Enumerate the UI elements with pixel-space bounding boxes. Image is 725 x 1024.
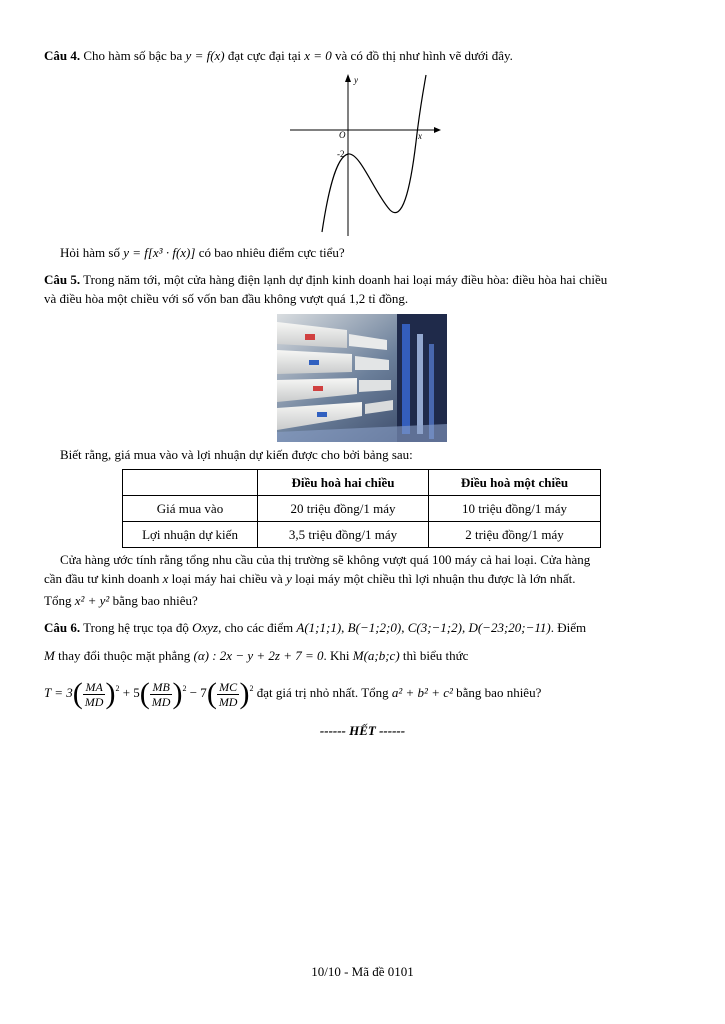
frac-den: MD <box>84 694 104 709</box>
table-header-cell: Điều hoà hai chiều <box>258 470 429 496</box>
cubic-function-graph <box>284 72 444 238</box>
q6-point-d: D(−23;20;−11) <box>468 620 551 635</box>
q6-M-coord: M(a;b;c) <box>352 648 400 663</box>
q5-capital: 1,2 <box>348 291 366 306</box>
end-marker: ------ HẾT ------ <box>319 723 406 738</box>
y-axis-arrow-icon <box>345 74 351 82</box>
q6-line3: đạt giá trị nhỏ nhất. Tổng <box>256 685 389 700</box>
left-paren: ( <box>206 677 217 711</box>
left-paren: ( <box>72 677 83 711</box>
q5-line2 <box>44 291 408 307</box>
q6-line1-a: Trong hệ trục tọa độ <box>83 620 189 635</box>
q6-line2 <box>44 648 468 664</box>
q5-para2-a: cần đầu tư kinh doanh <box>44 571 160 586</box>
q4-text-c: và có đồ thị như hình vẽ dưới đây. <box>335 48 513 63</box>
q6-point-a: A(1;1;1) <box>296 620 342 635</box>
q4-line1 <box>44 48 513 64</box>
x-axis-label: x <box>418 131 422 141</box>
table-cell: Lợi nhuận dự kiến <box>123 522 258 548</box>
table-header-row <box>123 470 601 496</box>
q5-para3-a: Tổng <box>44 593 72 608</box>
q6-T: T = 3 <box>44 685 73 700</box>
table-cell: 10 triệu đồng/1 máy <box>429 496 601 522</box>
exponent: 2 <box>249 684 254 693</box>
q4-text-a: Cho hàm số bậc ba <box>83 48 183 63</box>
q6-expression <box>44 673 541 713</box>
exponent: 2 <box>115 684 120 693</box>
q5-para1 <box>60 552 590 568</box>
fraction-mc-md <box>217 680 240 709</box>
q6-minus7: − 7 <box>189 685 207 700</box>
q5-table-intro: Biết rằng, giá mua vào và lợi nhuận dự kiến được cho bởi bảng sau: <box>60 447 413 462</box>
q5-para3 <box>44 593 198 609</box>
q6-line1-c: . Điểm <box>550 620 587 635</box>
page-footer: 10/10 - Mã đề 0101 <box>311 964 414 979</box>
left-paren: ( <box>139 677 150 711</box>
q6-label: Câu 6. <box>44 620 81 635</box>
q6-line1: Câu 6. Trong hệ trục tọa độ Oxyz, cho các điểm A(1;1;1), B(−1;2;0), C(3;−1;2), D(−23;20;−11). Điểm <box>44 620 587 635</box>
q5-para2 <box>44 571 576 587</box>
q4-text-b: đạt cực đại tại <box>227 48 301 63</box>
q5-label: Câu 5. <box>44 272 81 287</box>
table-cell: 3,5 triệu đồng/1 máy <box>258 522 429 548</box>
q5-demand: 100 <box>431 552 452 567</box>
q5-sum-expr: x² + y² <box>74 593 110 608</box>
table-cell: 2 triệu đồng/1 máy <box>429 522 601 548</box>
price-profit-table <box>122 469 601 548</box>
fraction-ma-md <box>83 680 106 709</box>
q6-line2-c: thì biểu thức <box>402 648 469 663</box>
q5-line2-b: tỉ đồng. <box>368 291 409 306</box>
frac-num: MA <box>83 680 106 695</box>
q5-line1-text: Trong năm tới, một cửa hàng điện lạnh dự định kinh doanh hai loại máy điều hòa: điều hòa hai chiều <box>83 272 608 287</box>
air-conditioner-store-photo <box>277 314 447 442</box>
table-row <box>123 522 601 548</box>
q6-line2-b: . Khi <box>323 648 350 663</box>
table-cell: Giá mua vào <box>123 496 258 522</box>
q4-question <box>60 245 345 261</box>
q6-M: M <box>44 648 55 663</box>
q6-plane: (α) : 2x − y + 2z + 7 = 0 <box>193 648 324 663</box>
q6-line1-b: , cho các điểm <box>218 620 294 635</box>
right-paren: ) <box>172 677 183 711</box>
frac-den: MD <box>151 694 171 709</box>
x-axis-arrow-icon <box>434 127 441 133</box>
origin-label: O <box>339 130 346 140</box>
fraction-mb-md <box>150 680 173 709</box>
q5-line1 <box>44 272 607 288</box>
q5-para1-b: máy cả hai loại. Cửa hàng <box>454 552 591 567</box>
y-axis-label: y <box>354 75 358 85</box>
q5-var-x: x <box>162 571 169 586</box>
q4-question-b: có bao nhiêu điểm cực tiểu? <box>198 245 345 260</box>
right-paren: ) <box>239 677 250 711</box>
q6-system: Oxyz <box>192 620 219 635</box>
q6-line2-a: thay đổi thuộc mặt phẳng <box>58 648 191 663</box>
q4-question-func: y = f[x³ · f(x)] <box>123 245 196 260</box>
q5-para1-a: Cửa hàng ước tính rằng tổng nhu cầu của thị trường sẽ không vượt quá <box>60 552 429 567</box>
q5-para3-b: bằng bao nhiêu? <box>112 593 198 608</box>
y-tick-label: -2 <box>337 149 345 159</box>
table-row <box>123 496 601 522</box>
frac-num: MB <box>150 680 173 695</box>
q5-para2-b: loại máy hai chiều và <box>171 571 283 586</box>
table-header-cell: Điều hoà một chiều <box>429 470 601 496</box>
frac-num: MC <box>217 680 240 695</box>
q6-plus5: + 5 <box>122 685 140 700</box>
frac-den: MD <box>218 694 238 709</box>
q6-line3-b: bằng bao nhiêu? <box>456 685 542 700</box>
q5-line2-a: và điều hòa một chiều với số vốn ban đầu không vượt quá <box>44 291 346 306</box>
q4-label: Câu 4. <box>44 48 81 63</box>
q5-para2-c: loại máy một chiều thì lợi nhuận thu được là lớn nhất. <box>295 571 576 586</box>
exponent: 2 <box>182 684 187 693</box>
q6-point-c: C(3;−1;2) <box>407 620 462 635</box>
q5-var-y: y <box>286 571 292 586</box>
q6-sum-abc: a² + b² + c² <box>391 685 453 700</box>
q6-point-b: B(−1;2;0) <box>347 620 402 635</box>
q4-func: y = f(x) <box>185 48 225 63</box>
table-cell: 20 triệu đồng/1 máy <box>258 496 429 522</box>
table-header-cell <box>123 470 258 496</box>
right-paren: ) <box>105 677 116 711</box>
q4-point: x = 0 <box>304 48 332 63</box>
q4-question-a: Hỏi hàm số <box>60 245 120 260</box>
